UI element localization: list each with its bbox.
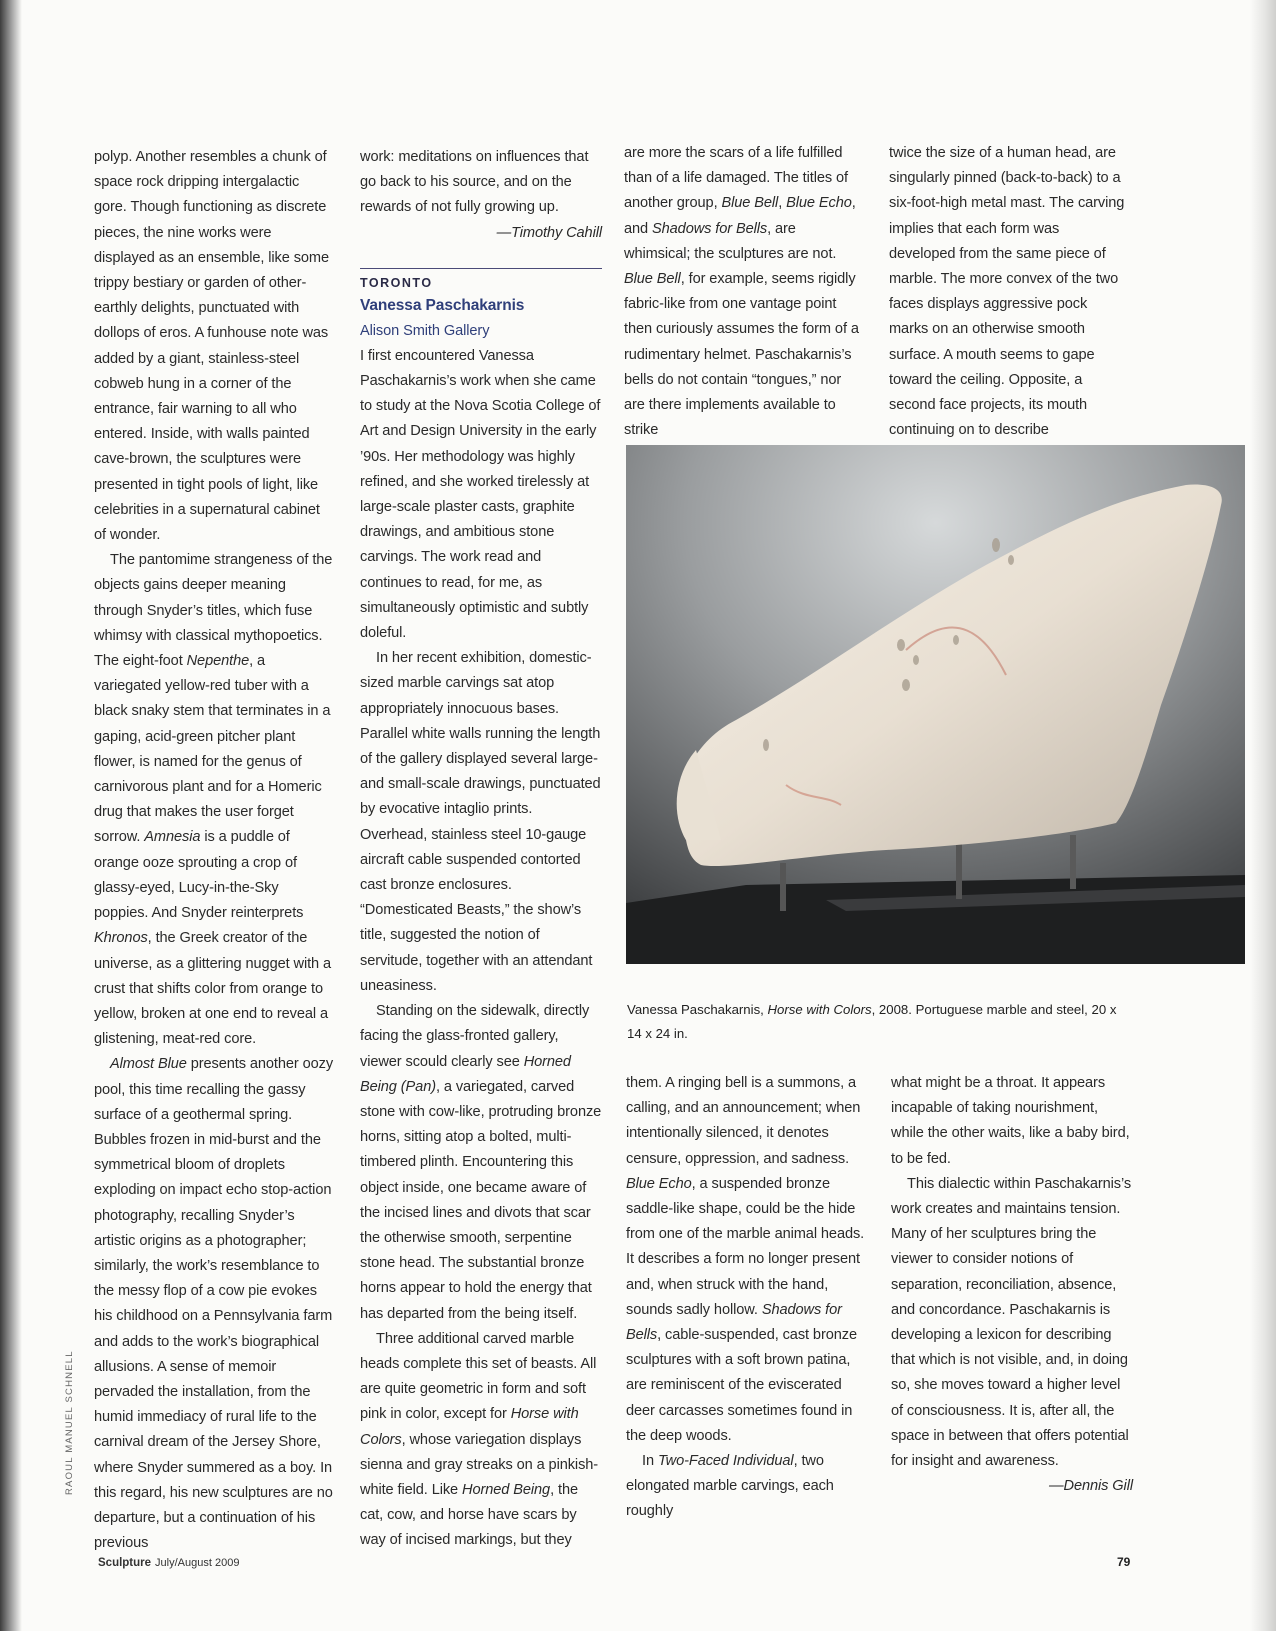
sculpture-image	[626, 445, 1245, 964]
paragraph: I first encountered Vanessa Paschakarnis’s work when she came to study at the Nova Scotia College of Art and Design University in the early ’90s. Her methodology was highly refined, and she worked tirelessly at large-scale plaster casts, graphite drawings, and ambitious stone carvings. The work read and continues to read, for me, as simultaneously optimistic and subtly doleful.	[360, 347, 601, 642]
paragraph: The pantomime strangeness of the objects gains deeper meaning through Snyder’s titles, which fuse whimsy with classical mythopoetics. The eight-foot Nepenthe, a variegated yellow-red tuber with a black snaky stem that terminates in a gaping, acid-green pitcher plant flower, is named for the genus of carnivorous plant and for a Homeric drug that makes the user forget sorrow. Amnesia is a puddle of orange ooze sprouting a crop of glassy-eyed, Lucy-in-the-Sky poppies. And Snyder reinterprets Khronos, the Greek creator of the universe, as a glittering nugget with a crust that shifts color from orange to yellow, broken at one end to reveal a glistening, meat-red core.	[94, 552, 333, 1048]
paragraph: Three additional carved marble heads complete this set of beasts. All are quite geometric in form and soft pink in color, except for Horse with Colors, whose variegation displays sienna and gray streaks on a pinkish-white field. Like Horned Being, the cat, cow, and horse have scars by way of incised markings, but they	[360, 1330, 599, 1549]
paragraph: work: meditations on influences that go back to his source, and on the rewards of not fully growing up.	[360, 149, 589, 216]
article-column-5	[626, 1071, 866, 1525]
paragraph: them. A ringing bell is a summons, a calling, and an announcement; when intentionally silenced, it denotes censure, oppression, and sadness. Blue Echo, a suspended bronze saddle-like shape, could be the hide from one of the marble animal heads. It describes a form no longer present and, when struck with the hand, sounds sadly hollow. Shadows for Bells, cable-suspended, cast bronze sculptures with a soft brown patina, are reminiscent of the eviscerated deer carcasses sometimes found in the deep woods.	[626, 1075, 865, 1444]
author-signature: —Dennis Gill	[1049, 1478, 1133, 1495]
paragraph: what might be a throat. It appears incapable of taking nourishment, while the other waits, like a baby bird, to be fed.	[891, 1075, 1130, 1167]
sculpture-photo	[626, 445, 1245, 964]
paragraph: Almost Blue presents another oozy pool, this time recalling the gassy surface of a geothermal spring. Bubbles frozen in mid-burst and the symmetrical bloom of droplets exploding on impact echo stop-action photography, recalling Snyder’s artistic origins as a photographer; similarly, the work’s resemblance to the messy flop of a cow pie evokes his childhood on a Pennsylvania farm and adds to the work’s biographical allusions. A sense of memoir pervaded the installation, from the humid immediacy of rural life to the carnival dream of the Jersey Shore, where Snyder summered as a boy. In this regard, his new sculptures are no departure, but a continuation of his previous	[94, 1056, 334, 1552]
review-artist: Vanessa Paschakarnis	[360, 296, 525, 314]
article-column-3	[624, 141, 864, 443]
magazine-name: Sculpture	[98, 1557, 152, 1569]
photo-credit: RAOUL MANUEL SCHNELL	[64, 1350, 75, 1495]
paragraph: twice the size of a human head, are singularly pinned (back-to-back) to a six-foot-high metal mast. The carving implies that each form was developed from the same piece of marble. The more convex of the two faces displays aggressive pock marks on an otherwise smooth surface. A mouth seems to gape toward the ceiling. Opposite, a second face projects, its mouth continuing on to describe	[889, 145, 1125, 439]
paragraph: This dialectic within Paschakarnis’s work creates and maintains tension. Many of her sculptures bring the viewer to consider notions of separation, reconciliation, absence, and concordance. Paschakarnis is developing a lexicon for describing that which is not visible, and, in doing so, she moves toward a higher level of consciousness. It is, after all, the space in between that offers potential for insight and awareness.	[891, 1175, 1132, 1470]
author-signature: —Timothy Cahill	[496, 224, 602, 241]
article-column-4	[889, 141, 1129, 443]
page-footer	[98, 1557, 239, 1569]
section-city: TORONTO	[360, 275, 433, 290]
issue-date: July/August 2009	[155, 1557, 240, 1569]
article-column-6	[891, 1071, 1133, 1499]
page-number: 79	[1117, 1555, 1131, 1569]
page-right-edge	[1250, 0, 1276, 1631]
article-column-1	[94, 145, 334, 1556]
review-header	[360, 268, 602, 344]
paragraph: are more the scars of a life fulfilled than of a life damaged. The titles of another group, Blue Bell, Blue Echo, and Shadows for Bells, are whimsical; the sculptures are not. Blue Bell, for example, seems rigidly fabric-like from one vantage point then curiously assumes the form of a rudimentary helmet. Paschakarnis’s bells do not contain “tongues,” nor are there implements available to strike	[624, 145, 859, 439]
paragraph: Standing on the sidewalk, directly facing the glass-fronted gallery, viewer scould clearly see Horned Being (Pan), a variegated, carved stone with cow-like, protruding bronze horns, sitting atop a bolted, multi-timbered plinth. Encountering this object inside, one became aware of the incised lines and divots that scar the otherwise smooth, serpentine stone head. The substantial bronze horns appear to hold the energy that has departed from the being itself.	[360, 1003, 602, 1322]
paragraph: polyp. Another resembles a chunk of space rock dripping intergalactic gore. Though functioning as discrete pieces, the nine works were displayed as an ensemble, like some trippy bestiary or garden of other-earthly delights, punctuated with dollops of eros. A funhouse note was added by a giant, stainless-steel cobweb hung in a corner of the entrance, fair warning to all who entered. Inside, with walls painted cave-brown, the sculptures were presented in tight pools of light, like celebrities in a supernatural cabinet of wonder.	[94, 149, 329, 544]
paragraph: In Two-Faced Individual, two elongated marble carvings, each roughly	[626, 1453, 834, 1520]
page-binding-shadow	[0, 0, 22, 1631]
paragraph: In her recent exhibition, domestic-sized marble carvings sat atop appropriately innocuous bases. Parallel white walls running the length of the gallery displayed several large- and small-scale drawings, punctuated by evocative intaglio prints. Overhead, stainless steel 10-gauge aircraft cable suspended contorted cast bronze enclosures. “Domesticated Beasts,” the show’s title, suggested the notion of servitude, together with an attendant uneasiness.	[360, 650, 601, 994]
article-column-2	[360, 145, 602, 1554]
photo-caption: Vanessa Paschakarnis, Horse with Colors, 2008. Portuguese marble and steel, 20 x 14 x 24 in.	[627, 1002, 1117, 1041]
review-gallery: Alison Smith Gallery	[360, 322, 490, 339]
